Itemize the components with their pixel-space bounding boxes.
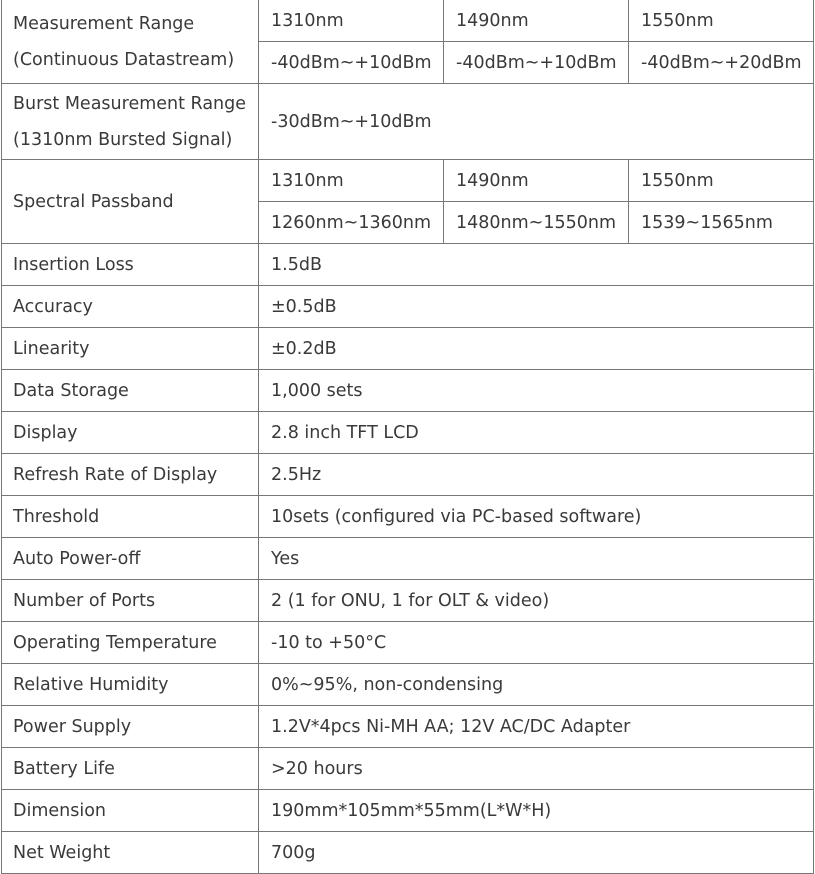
spec-value: 2 (1 for ONU, 1 for OLT & video) [259,580,814,622]
table-row [2,538,814,580]
spec-value: 0%~95%, non-condensing [259,664,814,706]
table-row [2,0,814,42]
spec-value: 1.2V*4pcs Ni-MH AA; 12V AC/DC Adapter [259,706,814,748]
passband-wavelength-1490: 1490nm [444,160,629,202]
spec-value: 700g [259,832,814,874]
burst-range-value: -30dBm~+10dBm [259,84,814,160]
table-row [2,160,814,202]
spec-label: Battery Life [2,748,259,790]
passband-wavelength-1310: 1310nm [259,160,444,202]
table-row [2,286,814,328]
measurement-wavelength-1310: 1310nm [259,0,444,42]
passband-band-1550: 1539~1565nm [629,202,814,244]
spec-label: Linearity [2,328,259,370]
spec-value: 1.5dB [259,244,814,286]
table-row [2,748,814,790]
measurement-wavelength-1490: 1490nm [444,0,629,42]
table-row [2,622,814,664]
measurement-range-label: Measurement Range (Continuous Datastream) [2,0,259,84]
table-row [2,370,814,412]
spec-label: Dimension [2,790,259,832]
spec-label: Refresh Rate of Display [2,454,259,496]
spectral-passband-label: Spectral Passband [2,160,259,244]
table-row [2,832,814,874]
burst-range-label: Burst Measurement Range (1310nm Bursted Signal) [2,84,259,160]
spec-label: Net Weight [2,832,259,874]
table-row [2,244,814,286]
measurement-range-1550: -40dBm~+20dBm [629,42,814,84]
spec-label: Auto Power-off [2,538,259,580]
spec-label: Power Supply [2,706,259,748]
table-row [2,84,814,160]
spec-value: 2.5Hz [259,454,814,496]
table-row [2,454,814,496]
spec-label: Display [2,412,259,454]
table-row [2,412,814,454]
table-row [2,706,814,748]
spec-value: 190mm*105mm*55mm(L*W*H) [259,790,814,832]
spec-label: Operating Temperature [2,622,259,664]
spec-value: ±0.2dB [259,328,814,370]
spec-value: 10sets (configured via PC-based software) [259,496,814,538]
spec-value: 1,000 sets [259,370,814,412]
passband-wavelength-1550: 1550nm [629,160,814,202]
measurement-wavelength-1550: 1550nm [629,0,814,42]
spec-label: Threshold [2,496,259,538]
spec-label: Insertion Loss [2,244,259,286]
table-row [2,580,814,622]
table-row [2,496,814,538]
spec-label: Number of Ports [2,580,259,622]
measurement-range-1310: -40dBm~+10dBm [259,42,444,84]
table-row [2,664,814,706]
spec-value: >20 hours [259,748,814,790]
spec-value: -10 to +50°C [259,622,814,664]
passband-band-1490: 1480nm~1550nm [444,202,629,244]
passband-band-1310: 1260nm~1360nm [259,202,444,244]
spec-label: Relative Humidity [2,664,259,706]
specifications-table [1,0,814,874]
spec-value: ±0.5dB [259,286,814,328]
spec-label: Accuracy [2,286,259,328]
spec-value: 2.8 inch TFT LCD [259,412,814,454]
table-row [2,790,814,832]
spec-label: Data Storage [2,370,259,412]
table-row [2,328,814,370]
measurement-range-1490: -40dBm~+10dBm [444,42,629,84]
spec-value: Yes [259,538,814,580]
